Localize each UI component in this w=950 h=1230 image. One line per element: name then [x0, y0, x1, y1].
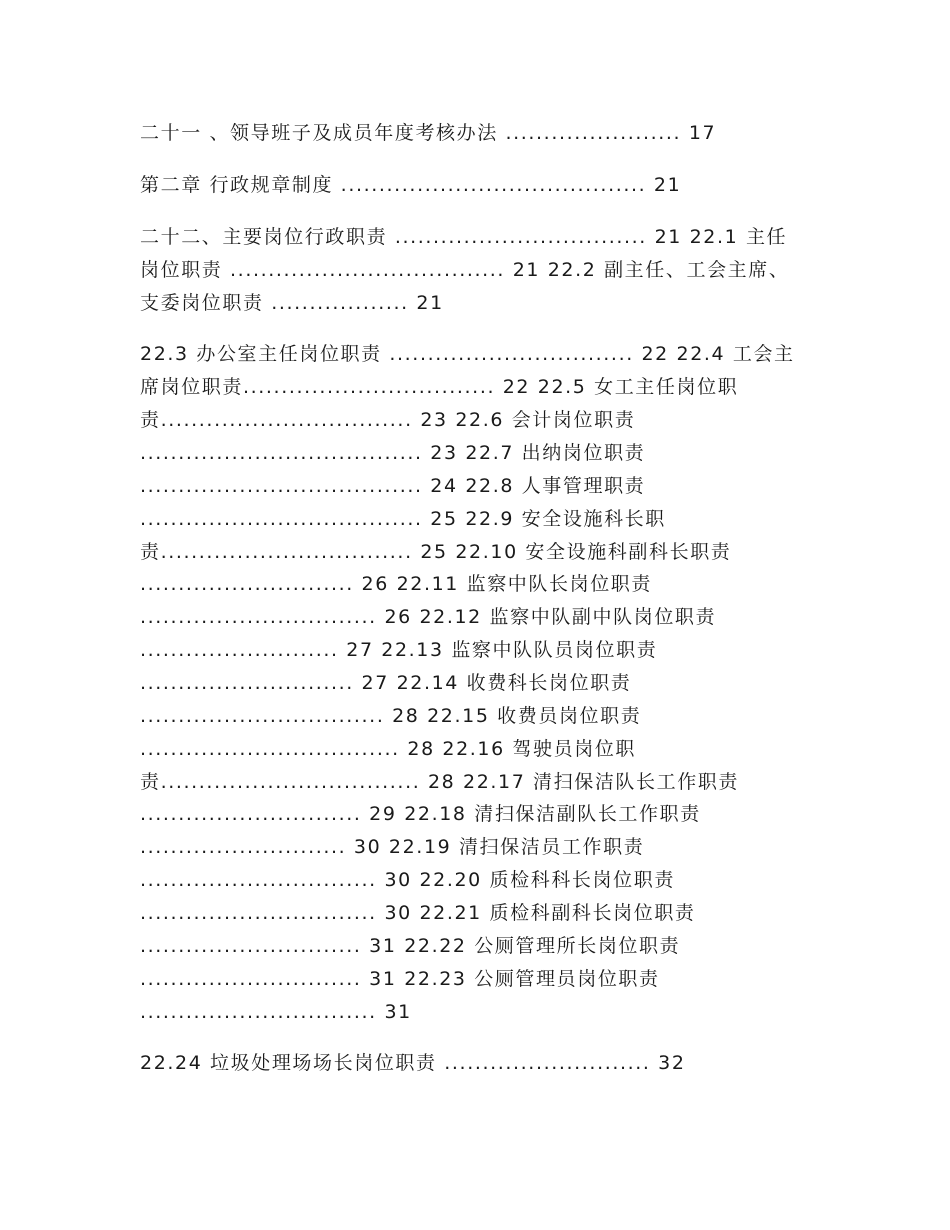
- toc-line: ............................. 31 22.22 公厕管理所长岗位职责: [140, 935, 681, 957]
- toc-line: 二十二、主要岗位行政职责 ................................. 21 22.1 主任: [140, 226, 788, 248]
- toc-line: 22.24 垃圾处理场场长岗位职责 ........................... 32: [140, 1052, 686, 1074]
- toc-line: ............................ 26 22.11 监察中队长岗位职责: [140, 573, 652, 595]
- toc-line: 责.................................. 28 22.17 清扫保洁队长工作职责: [140, 771, 740, 793]
- toc-line: 席岗位职责................................. 22 22.5 女工主任岗位职: [140, 376, 739, 398]
- toc-line: ............................... 26 22.12 监察中队副中队岗位职责: [140, 606, 717, 628]
- toc-line: 22.3 办公室主任岗位职责 ................................ 22 22.4 工会主: [140, 343, 795, 365]
- toc-line: ............................... 30 22.21 质检科副科长岗位职责: [140, 902, 696, 924]
- toc-line: 责................................. 25 22.10 安全设施科副科长职责: [140, 541, 732, 563]
- toc-line: 二十一 、领导班子及成员年度考核办法 ....................... 17: [140, 122, 717, 144]
- toc-line: ............................... 31: [140, 1001, 412, 1023]
- toc-line: ................................ 28 22.15 收费员岗位职责: [140, 705, 642, 727]
- toc-line: ........................... 30 22.19 清扫保洁员工作职责: [140, 836, 645, 858]
- toc-line: ............................. 31 22.23 公厕管理员岗位职责: [140, 968, 660, 990]
- toc-line: .................................. 28 22.16 驾驶员岗位职: [140, 738, 637, 760]
- toc-line: 第二章 行政规章制度 ........................................ 21: [140, 174, 682, 196]
- toc-line: ..................................... 23 22.7 出纳岗位职责: [140, 442, 646, 464]
- toc-line: ............................ 27 22.14 收费科长岗位职责: [140, 672, 632, 694]
- toc-line: ............................... 30 22.20 质检科科长岗位职责: [140, 869, 675, 891]
- toc-line: .......................... 27 22.13 监察中队队员岗位职责: [140, 639, 658, 661]
- toc-line: 岗位职责 .................................... 21 22.2 副主任、工会主席、: [140, 259, 790, 281]
- toc-line: ..................................... 25 22.9 安全设施科长职: [140, 508, 666, 530]
- toc-line: ............................. 29 22.18 清扫保洁副队长工作职责: [140, 803, 701, 825]
- toc-line: ..................................... 24 22.8 人事管理职责: [140, 475, 646, 497]
- toc-line: 责................................. 23 22.6 会计岗位职责: [140, 409, 636, 431]
- toc-line: 支委岗位职责 .................. 21: [140, 292, 444, 314]
